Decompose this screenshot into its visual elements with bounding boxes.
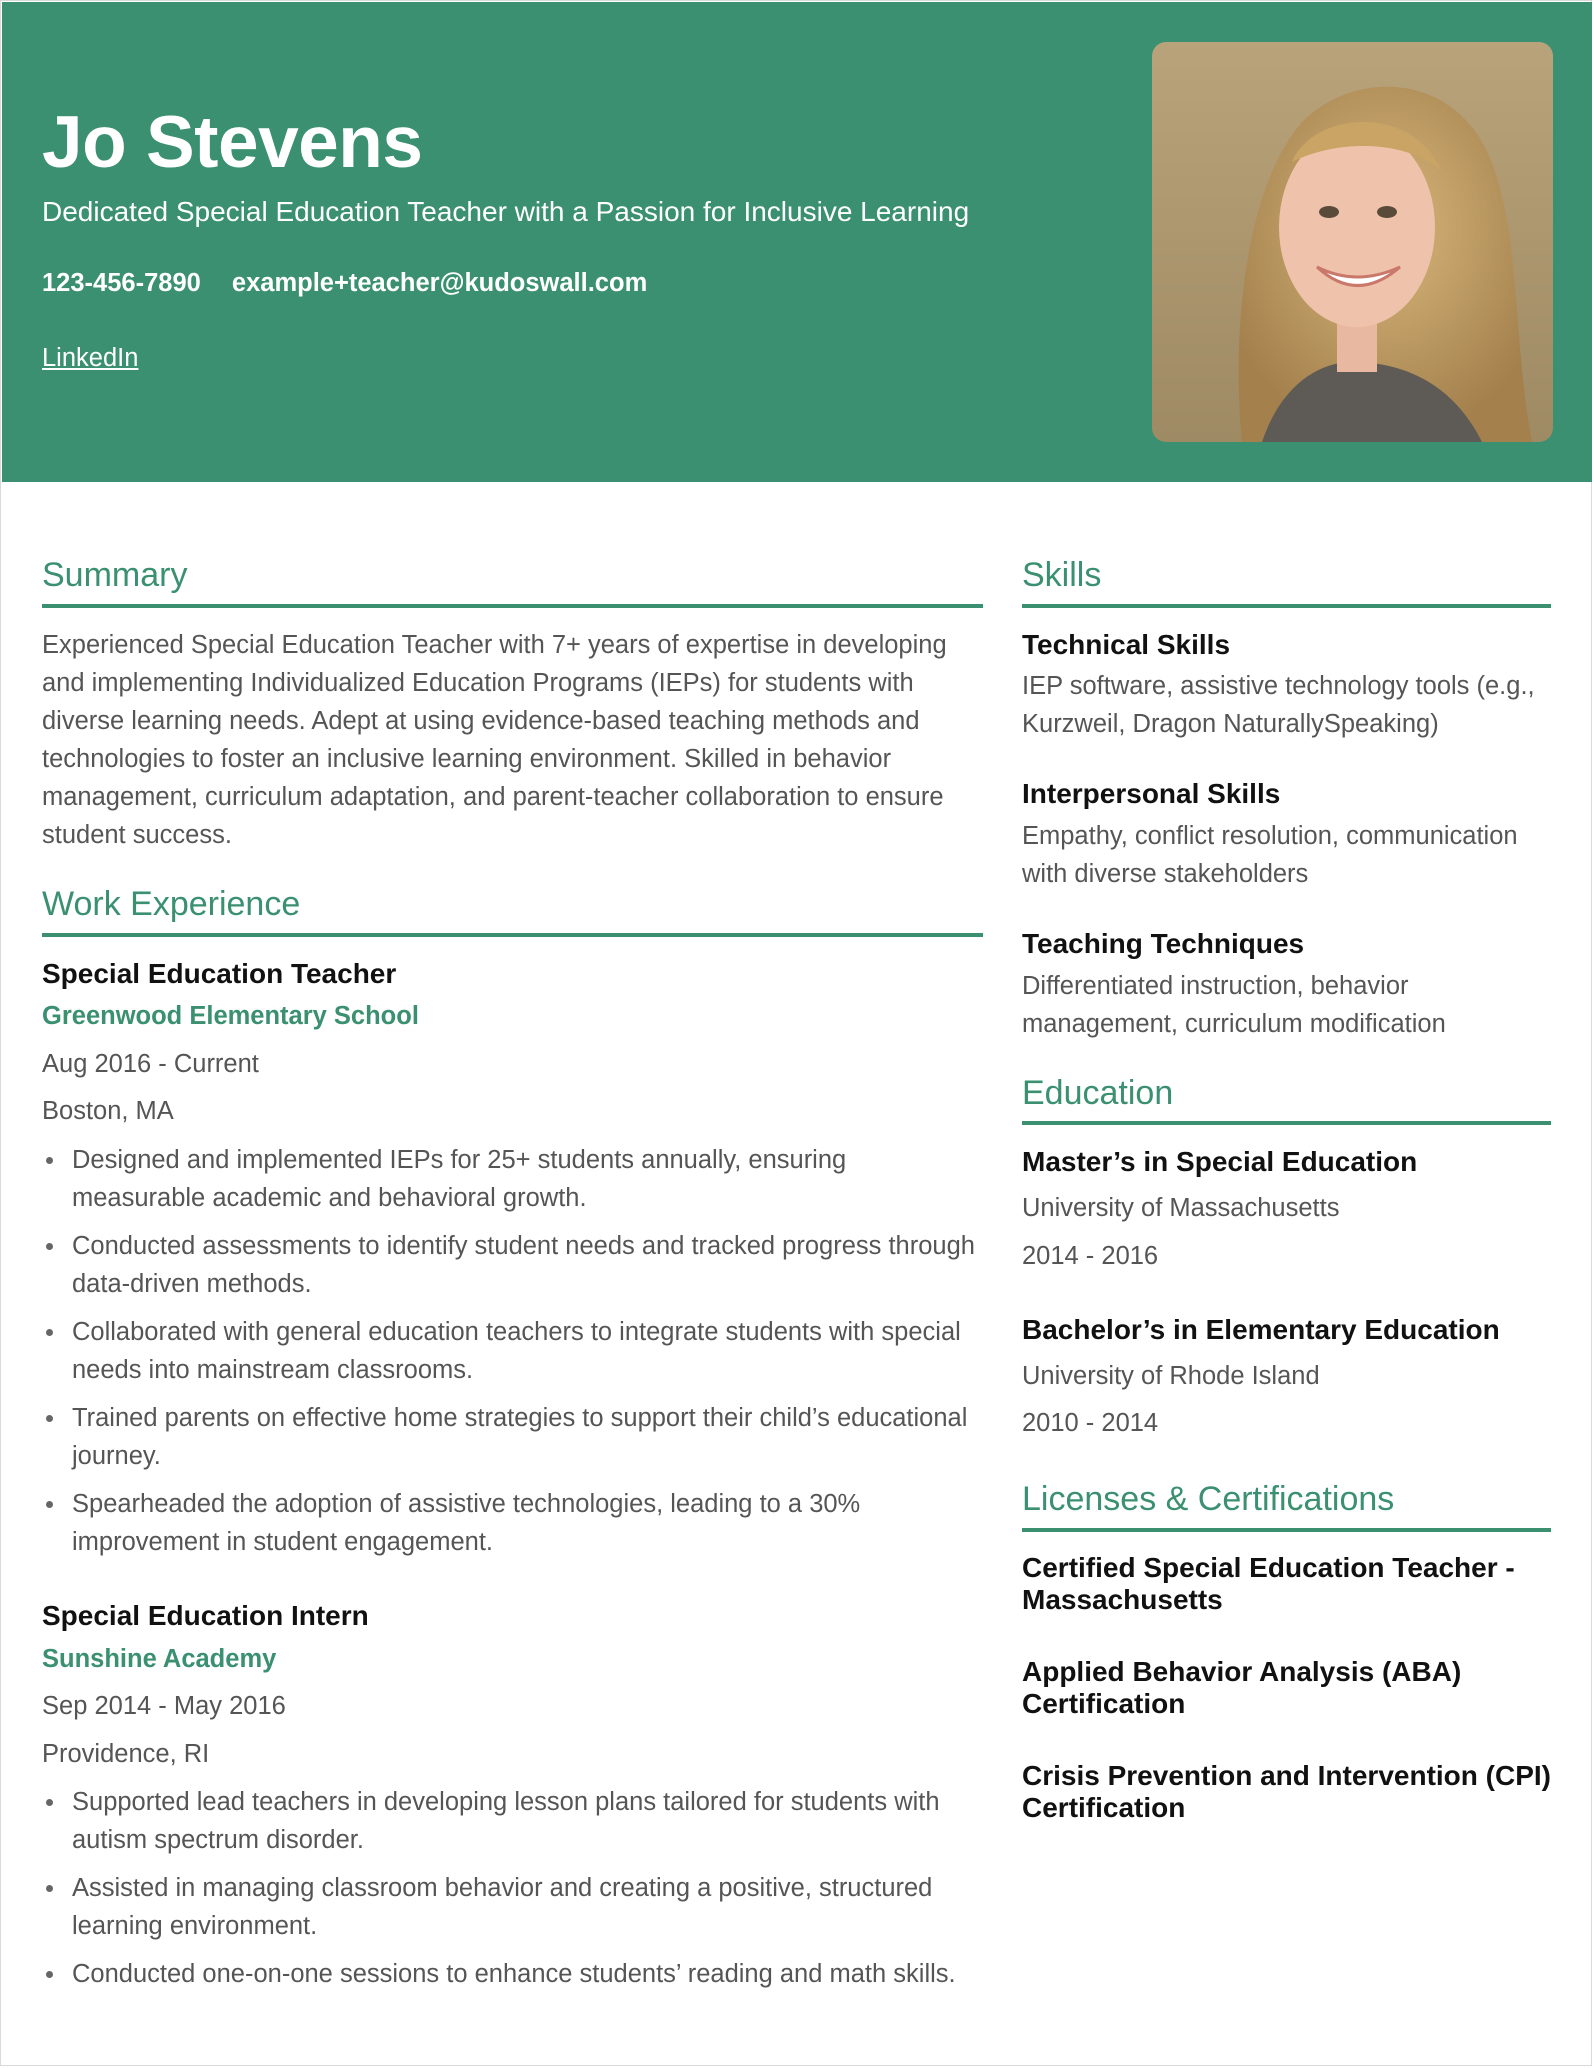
education-dates: 2014 - 2016 — [1022, 1241, 1159, 1270]
skills-heading: Skills — [1022, 555, 1551, 608]
bullet-item: Designed and implemented IEPs for 25+ students annually, ensuring measurable academic and behavioral growth. — [72, 1141, 983, 1217]
degree-name: Bachelor’s in Elementary Education — [1022, 1314, 1500, 1346]
bullet-item: Spearheaded the adoption of assistive technologies, leading to a 30% improvement in student engagement. — [72, 1485, 983, 1561]
bullet-item: Supported lead teachers in developing lesson plans tailored for students with autism spectrum disorder. — [72, 1783, 983, 1859]
job-bullets — [42, 1141, 983, 1561]
certification-item: Crisis Prevention and Intervention (CPI) Certification — [1022, 1759, 1551, 1823]
skill-group — [1022, 628, 1551, 744]
contact-line — [42, 268, 671, 299]
work-experience-heading: Work Experience — [42, 884, 983, 937]
skill-group-text: Differentiated instruction, behavior management, curriculum modification — [1022, 971, 1446, 1038]
job-entry — [42, 1599, 983, 1993]
skill-group-text: Empathy, conflict resolution, communication with diverse stakeholders — [1022, 821, 1518, 888]
job-title: Special Education Intern — [42, 1599, 369, 1631]
work-experience-section — [42, 884, 983, 1994]
job-entry — [42, 957, 983, 1561]
bullet-item: Collaborated with general education teachers to integrate students with special needs into mainstream classrooms. — [72, 1313, 983, 1389]
summary-text: Experienced Special Education Teacher with 7+ years of expertise in developing and implementing Individualized Education Programs (IEPs) for students with diverse learning needs. Adept at using evidence-based teaching methods and technologies to foster an inclusive learning environment. Skilled in behavior management, curriculum adaptation, and parent-teacher collaboration to ensure student success. — [42, 630, 947, 849]
skill-group-name: Teaching Techniques — [1022, 927, 1305, 959]
sidebar-column — [1022, 555, 1551, 1824]
profile-photo — [1152, 42, 1553, 442]
job-location: Boston, MA — [42, 1097, 174, 1126]
job-dates: Aug 2016 - Current — [42, 1049, 259, 1078]
company-name: Sunshine Academy — [42, 1644, 277, 1673]
job-bullets — [42, 1783, 983, 1993]
skill-group-name: Technical Skills — [1022, 628, 1231, 660]
resume-header — [2, 2, 1592, 482]
degree-name: Master’s in Special Education — [1022, 1146, 1418, 1178]
main-column — [42, 555, 983, 2003]
education-item — [1022, 1145, 1551, 1271]
job-title: Special Education Teacher — [42, 957, 397, 989]
certifications-heading: Licenses & Certifications — [1022, 1479, 1551, 1532]
certification-item: Applied Behavior Analysis (ABA) Certification — [1022, 1655, 1462, 1719]
education-section — [1022, 1073, 1551, 1439]
summary-section — [42, 555, 983, 854]
school-name: University of Massachusetts — [1022, 1193, 1340, 1222]
bullet-item: Trained parents on effective home strategies to support their child’s educational journey. — [72, 1399, 983, 1475]
summary-heading: Summary — [42, 555, 983, 608]
education-heading: Education — [1022, 1073, 1551, 1126]
education-item — [1022, 1313, 1551, 1439]
bullet-item: Conducted one-on-one sessions to enhance students’ reading and math skills. — [72, 1955, 983, 1993]
skill-group-text: IEP software, assistive technology tools (e.g., Kurzweil, Dragon NaturallySpeaking) — [1022, 672, 1535, 739]
bullet-item: Conducted assessments to identify student needs and tracked progress through data-driven methods. — [72, 1227, 983, 1303]
skill-group — [1022, 927, 1551, 1043]
candidate-name: Jo Stevens — [42, 102, 423, 183]
skills-section — [1022, 555, 1551, 1043]
email-address[interactable]: example+teacher@kudoswall.com — [231, 269, 648, 297]
skill-group — [1022, 777, 1551, 893]
company-name: Greenwood Elementary School — [42, 1002, 419, 1031]
certification-item: Certified Special Education Teacher - Massachusetts — [1022, 1551, 1515, 1615]
certifications-section — [1022, 1479, 1551, 1824]
phone-number: 123-456-7890 — [42, 269, 201, 297]
skill-group-name: Interpersonal Skills — [1022, 778, 1281, 810]
candidate-tagline: Dedicated Special Education Teacher with a Passion for Inclusive Learning — [42, 196, 970, 227]
school-name: University of Rhode Island — [1022, 1361, 1320, 1390]
bullet-item: Assisted in managing classroom behavior and creating a positive, structured learning environment. — [72, 1869, 983, 1945]
linkedin-link[interactable]: LinkedIn — [42, 344, 139, 372]
job-location: Providence, RI — [42, 1739, 210, 1768]
education-dates: 2010 - 2014 — [1022, 1409, 1159, 1438]
job-dates: Sep 2014 - May 2016 — [42, 1692, 286, 1721]
